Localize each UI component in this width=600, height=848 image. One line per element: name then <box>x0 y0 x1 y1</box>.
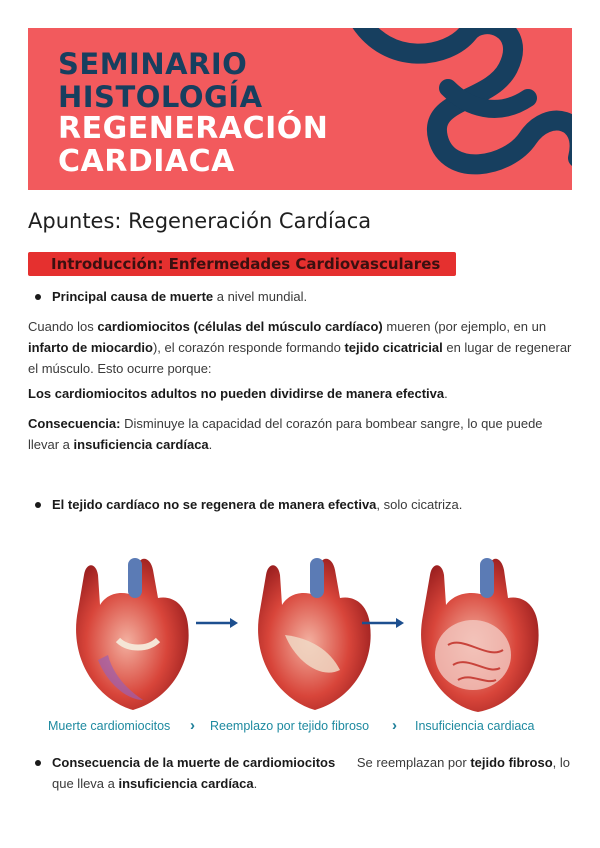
bullet-3-bold-2: tejido fibroso <box>470 755 553 770</box>
heart-progression-figure <box>48 540 548 715</box>
p1-text-2: mueren (por ejemplo, en un <box>382 319 547 334</box>
banner-line-4: CARDIACA <box>58 144 235 179</box>
bullet-dot <box>35 502 41 508</box>
chevron-right-icon: › <box>190 717 195 734</box>
bullet-3 <box>52 752 572 794</box>
bullet-2 <box>52 494 462 515</box>
bullet-2-text: , solo cicatriza. <box>376 497 463 512</box>
chevron-right-icon: › <box>392 717 397 734</box>
heart-2-illustration <box>258 558 371 710</box>
paragraph-1 <box>28 316 576 379</box>
bullet-3-bold-3: insuficiencia cardíaca <box>118 776 254 791</box>
bullet-1-text: a nivel mundial. <box>213 289 308 304</box>
banner-line-1: SEMINARIO <box>58 47 248 81</box>
section-heading-text: Introducción: Enfermedades Cardiovasculares <box>51 255 441 273</box>
header-banner <box>28 28 572 190</box>
p3-bold-2: insuficiencia cardíaca <box>73 437 209 452</box>
bullet-3-text-1: Se reemplazan por <box>335 755 471 770</box>
paragraph-3 <box>28 413 576 455</box>
page-title: Apuntes: Regeneración Cardíaca <box>28 209 372 233</box>
p1-text-4: en lugar de regenerar el músculo. Esto ocurre porque: <box>28 340 572 376</box>
p1-text-1: Cuando los <box>28 319 98 334</box>
bullet-1 <box>52 286 307 307</box>
p3-bold-1: Consecuencia: <box>28 416 121 431</box>
p1-bold-2: infarto de miocardio <box>28 340 153 355</box>
p1-bold-1: cardiomiocitos (células del músculo cardíaco) <box>97 319 383 334</box>
arrow-1-icon <box>196 618 238 628</box>
heart-1-illustration <box>76 558 189 710</box>
bullet-3-text-2: , lo que lleva a <box>52 755 574 791</box>
bullet-dot <box>35 760 41 766</box>
p3-text-2: . <box>208 437 213 452</box>
p2-bold: Los cardiomiocitos adultos no pueden dividirse de manera efectiva <box>28 386 445 401</box>
p3-text-1: Disminuye la capacidad del corazón para bombear sangre, lo que puede llevar a <box>28 416 543 452</box>
caption-3: Insuficiencia cardiaca <box>415 719 535 733</box>
banner-line-3: REGENERACIÓN <box>58 111 329 146</box>
p1-text-3: ), el corazón responde formando <box>152 340 345 355</box>
caption-1: Muerte cardiomiocitos <box>48 719 171 733</box>
p2-text: . <box>444 386 448 401</box>
bullet-3-text-3: . <box>253 776 258 791</box>
bullet-2-bold: El tejido cardíaco no se regenera de manera efectiva <box>52 497 377 512</box>
heart-3-illustration <box>421 558 539 712</box>
section-heading <box>28 252 456 276</box>
paragraph-2 <box>28 383 576 404</box>
bullet-dot <box>35 294 41 300</box>
bullet-3-bold-1: Consecuencia de la muerte de cardiomiocitos <box>52 755 336 770</box>
caption-2: Reemplazo por tejido fibroso <box>210 719 370 733</box>
p1-bold-3: tejido cicatricial <box>344 340 443 355</box>
banner-line-2: HISTOLOGÍA <box>58 80 263 114</box>
bullet-1-bold: Principal causa de muerte <box>52 289 214 304</box>
